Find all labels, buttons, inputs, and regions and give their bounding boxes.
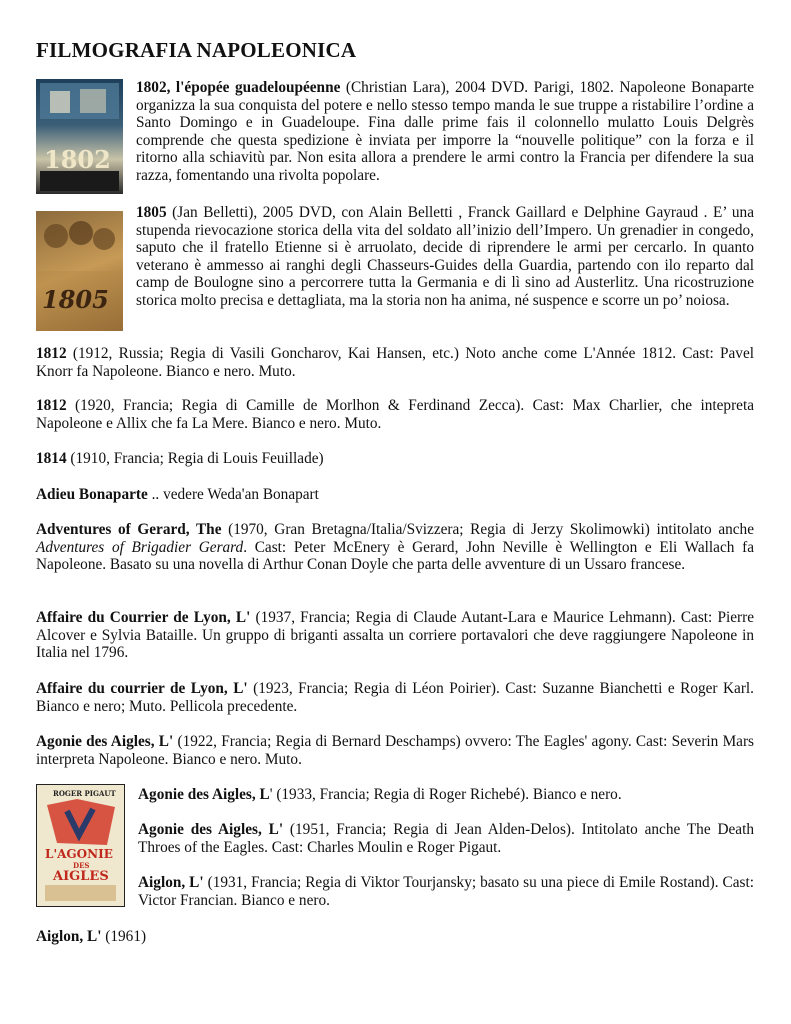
film-title: Aiglon, L' <box>138 874 204 891</box>
film-entry <box>36 680 754 715</box>
film-title: Agonie des Aigles, L' <box>36 733 174 750</box>
film-title: 1805 <box>136 204 167 221</box>
film-title: Affaire du courrier de Lyon, L' <box>36 680 248 697</box>
film-description: (1923, Francia; Regia di Léon Poirier). Cast: Suzanne Bianchetti e Roger Karl. Bianco e nero; Muto. Pellicola precedente. <box>36 680 754 715</box>
film-entry <box>36 733 754 768</box>
film-description: (1937, Francia; Regia di Claude Autant-Lara e Maurice Lehmann). Cast: Pierre Alcover e Sylvia Bataille. Un gruppo di briganti assalta un corriere portavalori che deve raggiungere Napoleone in Italia nel 1796. <box>36 609 754 662</box>
film-entry <box>136 79 754 185</box>
film-entry <box>138 874 754 909</box>
film-description: (Jan Belletti), 2005 DVD, con Alain Belletti , Franck Gaillard e Delphine Gayraud . E’ una stupenda rievocazione storica della vita del soldato all’inizio dell’Impero. Un grenadier in congedo, saputo che il fratello Etienne si è arruolato, decide di riprendere le armi per cercarlo. In quanto veterano è ammesso ai ranghi degli Chasseurs-Guides della Guardia, partendo con ilo reparto dal camp de Boulogne sino a percorrere tutta la Germania e di lì sino ad Austerlitz. Una ricostruzione storica molto precisa e dettagliata, ma la storia non ha anima, né suspence e scorre un po’ noiosa. <box>136 204 754 309</box>
film-title: Affaire du Courrier de Lyon, L' <box>36 609 251 626</box>
film-description: (1931, Francia; Regia di Viktor Tourjansky; basato su una piece di Emile Rostand). Cast: Victor Francian. Bianco e nero. <box>138 874 754 909</box>
film-title: Adieu Bonaparte <box>36 486 148 503</box>
film-description: (Christian Lara), 2004 DVD. Parigi, 1802. Napoleone Bonaparte organizza la sua conquista del potere e nello stesso tempo manda le sue truppe a ristabilire l’ordine a Santo Domingo e in Guadeloupe. Fina dalle prime fais il colonnello mulatto Louis Delgrès comprende che questa spedizione è inviata per imporre la “nouvelle politique” con la forza e il ritorno alla schiavitù par. Non esita allora a prendere le armi contro la Francia per difendere la sua razza, fomentando una rivolta popolare. <box>136 79 755 184</box>
poster-1802-image <box>36 79 123 194</box>
film-entry <box>136 204 754 310</box>
film-title: 1814 <box>36 450 67 467</box>
film-description: (1961) <box>101 928 147 945</box>
film-description: (1970, Gran Bretagna/Italia/Svizzera; Regia di Jerzy Skolimowki) intitolato anche <box>221 521 754 538</box>
film-alt-title: Adventures of Brigadier Gerard <box>36 538 244 556</box>
poster-1802-title: 1802 <box>44 145 111 174</box>
film-entry <box>36 928 754 946</box>
film-description: (1951, Francia; Regia di Jean Alden-Delos). Intitolato anche The Death Throes of the Eagles. Cast: Charles Moulin e Roger Pigaut. <box>138 821 754 856</box>
film-description: .. vedere Weda'an Bonapart <box>147 486 319 503</box>
film-description: (1920, Francia; Regia di Camille de Morlhon & Ferdinand Zecca). Cast: Max Charlier, che intepreta Napoleone e Allix che fa La Mere. Bianco e nero. Muto. <box>36 397 754 432</box>
film-description: (1912, Russia; Regia di Vasili Goncharov, Kai Hansen, etc.) Noto anche come L'Année 1812. Cast: Pavel Knorr fa Napoleone. Bianco e nero. Muto. <box>36 345 754 380</box>
poster-1805-title: 1805 <box>42 285 109 314</box>
film-entry <box>36 521 754 574</box>
film-description: ' (1933, Francia; Regia di Roger Richebé). Bianco e nero. <box>269 786 622 803</box>
film-title: Agonie des Aigles, L <box>138 786 270 803</box>
film-title: Aiglon, L' <box>36 928 102 945</box>
film-title: Agonie des Aigles, L' <box>138 821 284 838</box>
film-description-continued: . Cast: Peter McEnery è Gerard, John Neville è Wellington e Eli Wallach fa Napoleone. Basato su una novella di Arthur Conan Doyle che parta delle avventure di un Ussaro francese. <box>36 538 754 574</box>
poster-agonie-title-3: AIGLES <box>53 869 109 884</box>
film-entry <box>36 345 754 380</box>
film-entry <box>36 609 754 662</box>
film-entry <box>138 786 754 804</box>
poster-agonie-title-1: L'AGONIE <box>45 847 113 861</box>
poster-agonie-actor: ROGER PIGAUT <box>53 789 116 798</box>
page-title: FILMOGRAFIA NAPOLEONICA <box>36 38 357 62</box>
film-title: 1812 <box>36 345 67 362</box>
film-description: (1922, Francia; Regia di Bernard Deschamps) ovvero: The Eagles' agony. Cast: Severin Mars interpreta Napoleone. Bianco e nero. Muto. <box>36 733 755 768</box>
film-entry <box>36 397 754 432</box>
poster-agonie-des-aigles-image <box>36 784 125 907</box>
film-description: (1910, Francia; Regia di Louis Feuillade) <box>66 450 324 467</box>
film-title: 1802, l'épopée guadeloupéenne <box>136 79 341 96</box>
film-title: Adventures of Gerard, The <box>36 521 222 538</box>
film-entry <box>36 486 754 504</box>
poster-agonie-title-2: DES <box>73 861 90 870</box>
film-title: 1812 <box>36 397 67 414</box>
film-entry <box>36 450 754 468</box>
film-entry <box>138 821 754 856</box>
poster-1805-image <box>36 211 123 331</box>
